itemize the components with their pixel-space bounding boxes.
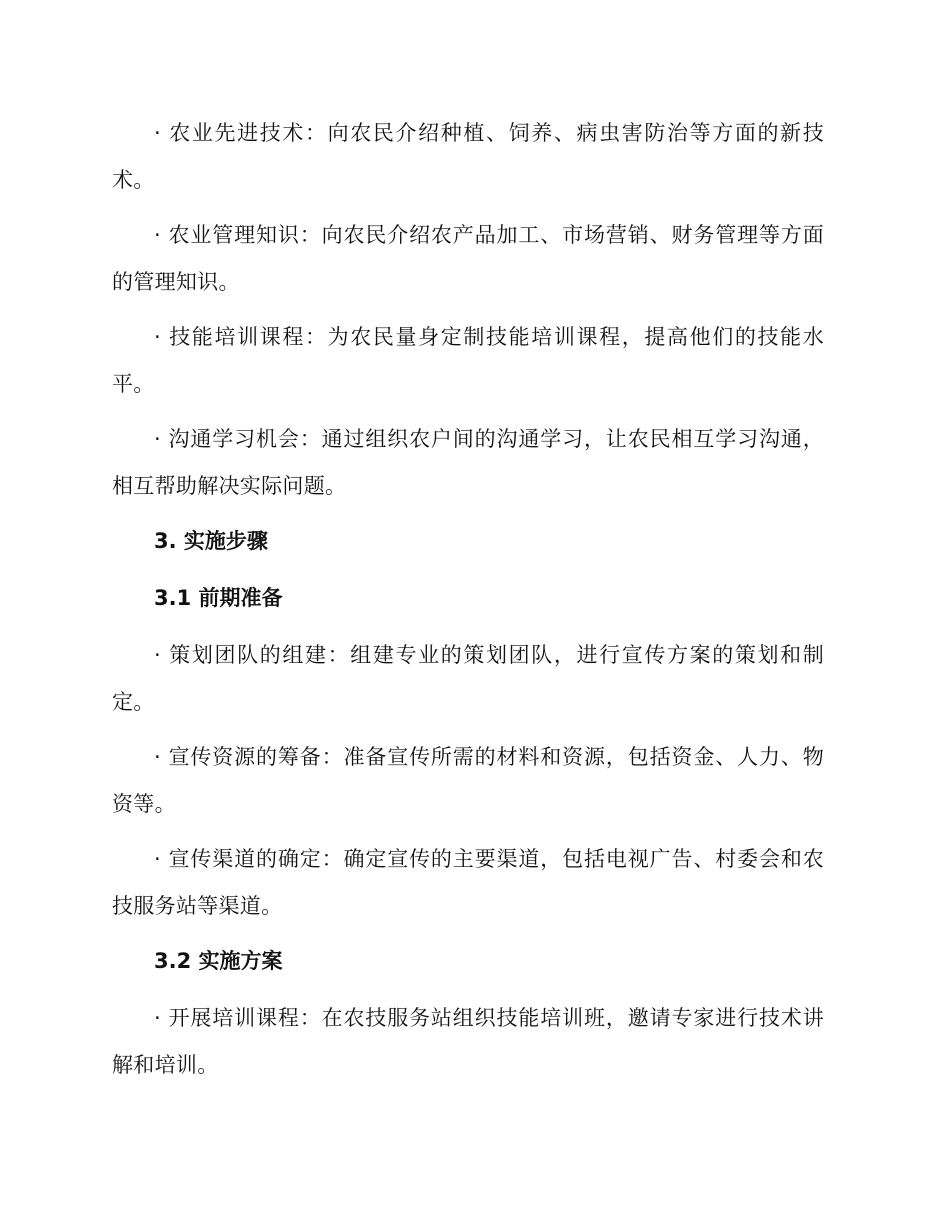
- item-communication-learning: · 沟通学习机会：通过组织农户间的沟通学习，让农民相互学习沟通，相互帮助解决实际问题。: [112, 427, 824, 498]
- item-training-courses: · 开展培训课程：在农技服务站组织技能培训班，邀请专家进行技术讲解和培训。: [112, 1006, 824, 1077]
- item-management-knowledge: · 农业管理知识：向农民介绍农产品加工、市场营销、财务管理等方面的管理知识。: [112, 223, 824, 294]
- section-heading-3: 3. 实施步骤: [154, 529, 268, 553]
- section-heading-3-2: 3.2 实施方案: [154, 949, 283, 973]
- item-team-building: · 策划团队的组建：组建专业的策划团队，进行宣传方案的策划和制定。: [112, 643, 824, 714]
- document-body: [112, 110, 824, 1097]
- section-heading-3-1: 3.1 前期准备: [154, 586, 283, 610]
- item-skill-training: · 技能培训课程：为农民量身定制技能培训课程，提高他们的技能水平。: [112, 325, 824, 396]
- item-channel-selection: · 宣传渠道的确定：确定宣传的主要渠道，包括电视广告、村委会和农技服务站等渠道。: [112, 847, 824, 918]
- item-advanced-tech: · 农业先进技术：向农民介绍种植、饲养、病虫害防治等方面的新技术。: [112, 121, 824, 192]
- item-resource-preparation: · 宣传资源的筹备：准备宣传所需的材料和资源，包括资金、人力、物资等。: [112, 745, 824, 816]
